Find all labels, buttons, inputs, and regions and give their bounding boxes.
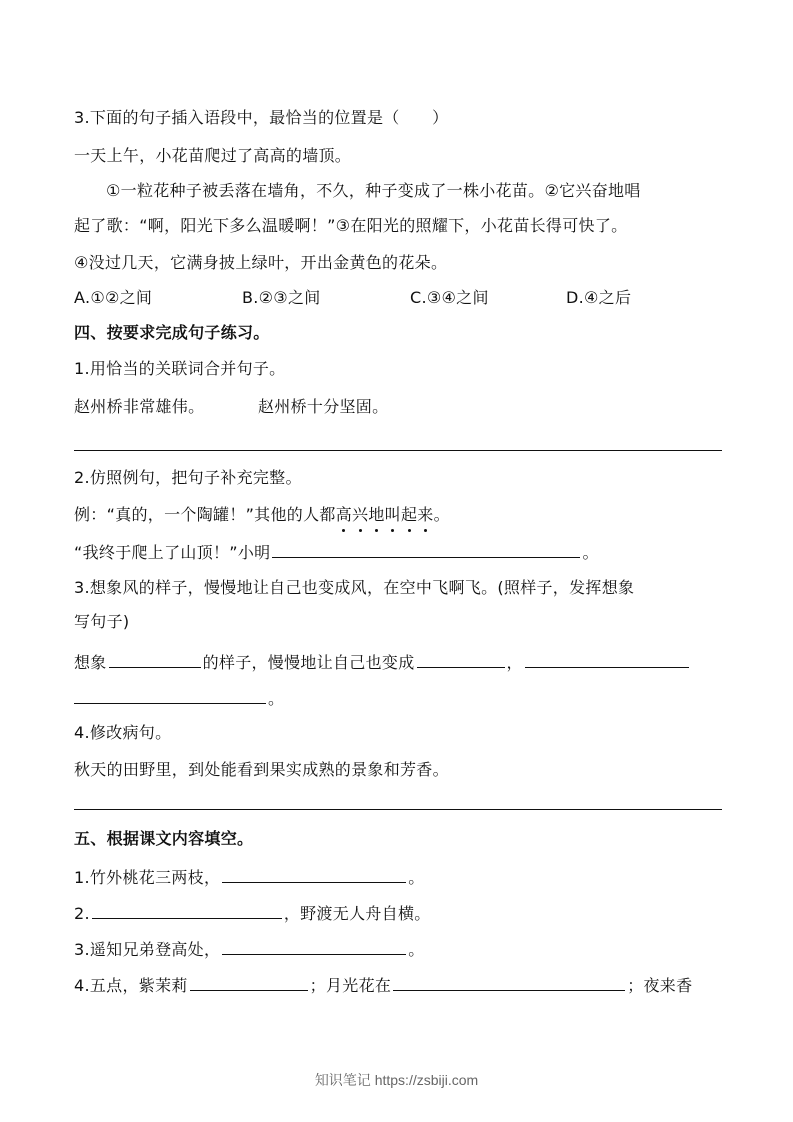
s5-item3-suffix: 。	[408, 940, 425, 959]
s4-item3-prompt-line1: 3.想象风的样子，慢慢地让自己也变成风，在空中飞啊飞。(照样子，发挥想象	[74, 578, 635, 597]
answer-line-1[interactable]	[74, 450, 722, 451]
example-dotted-text	[336, 505, 434, 524]
s4-item2-prompt: 2.仿照例句，把句子补充完整。	[74, 468, 302, 487]
blank-xiaoming[interactable]	[272, 540, 580, 558]
s4-item3-template	[74, 650, 691, 674]
blank-continue-2[interactable]	[74, 686, 266, 704]
option-b[interactable]: B.②③之间	[242, 288, 321, 307]
s4-item3-prompt-line2: 写句子)	[74, 612, 130, 631]
s5-item1-suffix: 。	[408, 868, 425, 887]
s5-item3	[74, 937, 425, 961]
footer-watermark: 知识笔记 https://zsbiji.com	[314, 1072, 479, 1088]
emphasis-char: 地	[368, 505, 385, 524]
s5-item4-prefix: 4.五点，紫茉莉	[74, 976, 188, 995]
s4-item1-prompt: 1.用恰当的关联词合并句子。	[74, 359, 286, 378]
s4-item4-prompt: 4.修改病句。	[74, 723, 172, 742]
blank-flower-2[interactable]	[393, 973, 625, 991]
q3-passage-line2: 起了歌：“啊，阳光下多么温暖啊！”③在阳光的照耀下，小花苗长得可快了。	[74, 216, 628, 235]
q3-passage-line1: ①一粒花种子被丢落在墙角，不久，种子变成了一株小花苗。②它兴奋地唱	[106, 181, 641, 200]
blank-poem-2[interactable]	[92, 901, 282, 919]
blank-flower-1[interactable]	[190, 973, 308, 991]
s5-item2-suffix: ，野渡无人舟自横。	[283, 904, 431, 923]
emphasis-char: 叫	[384, 505, 401, 524]
s5-item2-prefix: 2.	[74, 904, 90, 923]
emphasis-char: 高	[335, 505, 352, 524]
option-d[interactable]: D.④之后	[566, 288, 632, 307]
option-c[interactable]: C.③④之间	[410, 288, 489, 307]
blank-become[interactable]	[417, 650, 505, 668]
task-suffix: 。	[582, 543, 599, 562]
blank-poem-3[interactable]	[222, 937, 406, 955]
s4-item4-sentence: 秋天的田野里，到处能看到果实成熟的景象和芳香。	[74, 760, 449, 779]
s4-item1-sentence-b: 赵州桥十分坚固。	[258, 397, 389, 416]
task-prefix: “我终于爬上了山顶！”小明	[74, 543, 271, 562]
template-part2: 的样子，慢慢地让自己也变成	[202, 653, 415, 672]
template-part1: 想象	[74, 653, 107, 672]
q3-insert-sentence: 一天上午，小花苗爬过了高高的墙顶。	[74, 146, 352, 165]
s4-item2-task	[74, 540, 599, 564]
q3-passage-line3: ④没过几天，它满身披上绿叶，开出金黄色的花朵。	[74, 253, 448, 272]
emphasis-char: 起	[400, 505, 418, 524]
s5-item3-prefix: 3.遥知兄弟登高处，	[74, 940, 221, 959]
s5-item4	[74, 973, 692, 997]
emphasis-char: 来	[417, 505, 434, 524]
answer-line-2[interactable]	[74, 809, 722, 810]
s4-item3-line2	[74, 686, 284, 710]
q3-stem: 3.下面的句子插入语段中，最恰当的位置是（ ）	[74, 108, 449, 127]
s5-item1	[74, 865, 425, 889]
s4-item2-example	[74, 504, 450, 526]
template-part3: ，	[506, 653, 523, 672]
s5-item4-mid: ；月光花在	[309, 976, 392, 995]
blank-poem-1[interactable]	[222, 865, 406, 883]
s5-item4-suffix: ；夜来香	[627, 976, 693, 995]
blank-continue[interactable]	[525, 650, 689, 668]
example-suffix: 。	[433, 505, 450, 524]
emphasis-char: 兴	[352, 505, 369, 524]
section5-heading: 五、根据课文内容填空。	[74, 829, 254, 848]
template-end: 。	[268, 689, 285, 708]
s5-item2	[74, 901, 431, 925]
s4-item1-sentence-a: 赵州桥非常雄伟。	[74, 397, 205, 416]
s5-item1-prefix: 1.竹外桃花三两枝，	[74, 868, 221, 887]
option-a[interactable]: A.①②之间	[74, 288, 153, 307]
example-prefix: 例：“真的，一个陶罐！”其他的人都	[74, 505, 336, 524]
blank-wind-thing[interactable]	[109, 650, 201, 668]
section4-heading: 四、按要求完成句子练习。	[74, 323, 270, 342]
